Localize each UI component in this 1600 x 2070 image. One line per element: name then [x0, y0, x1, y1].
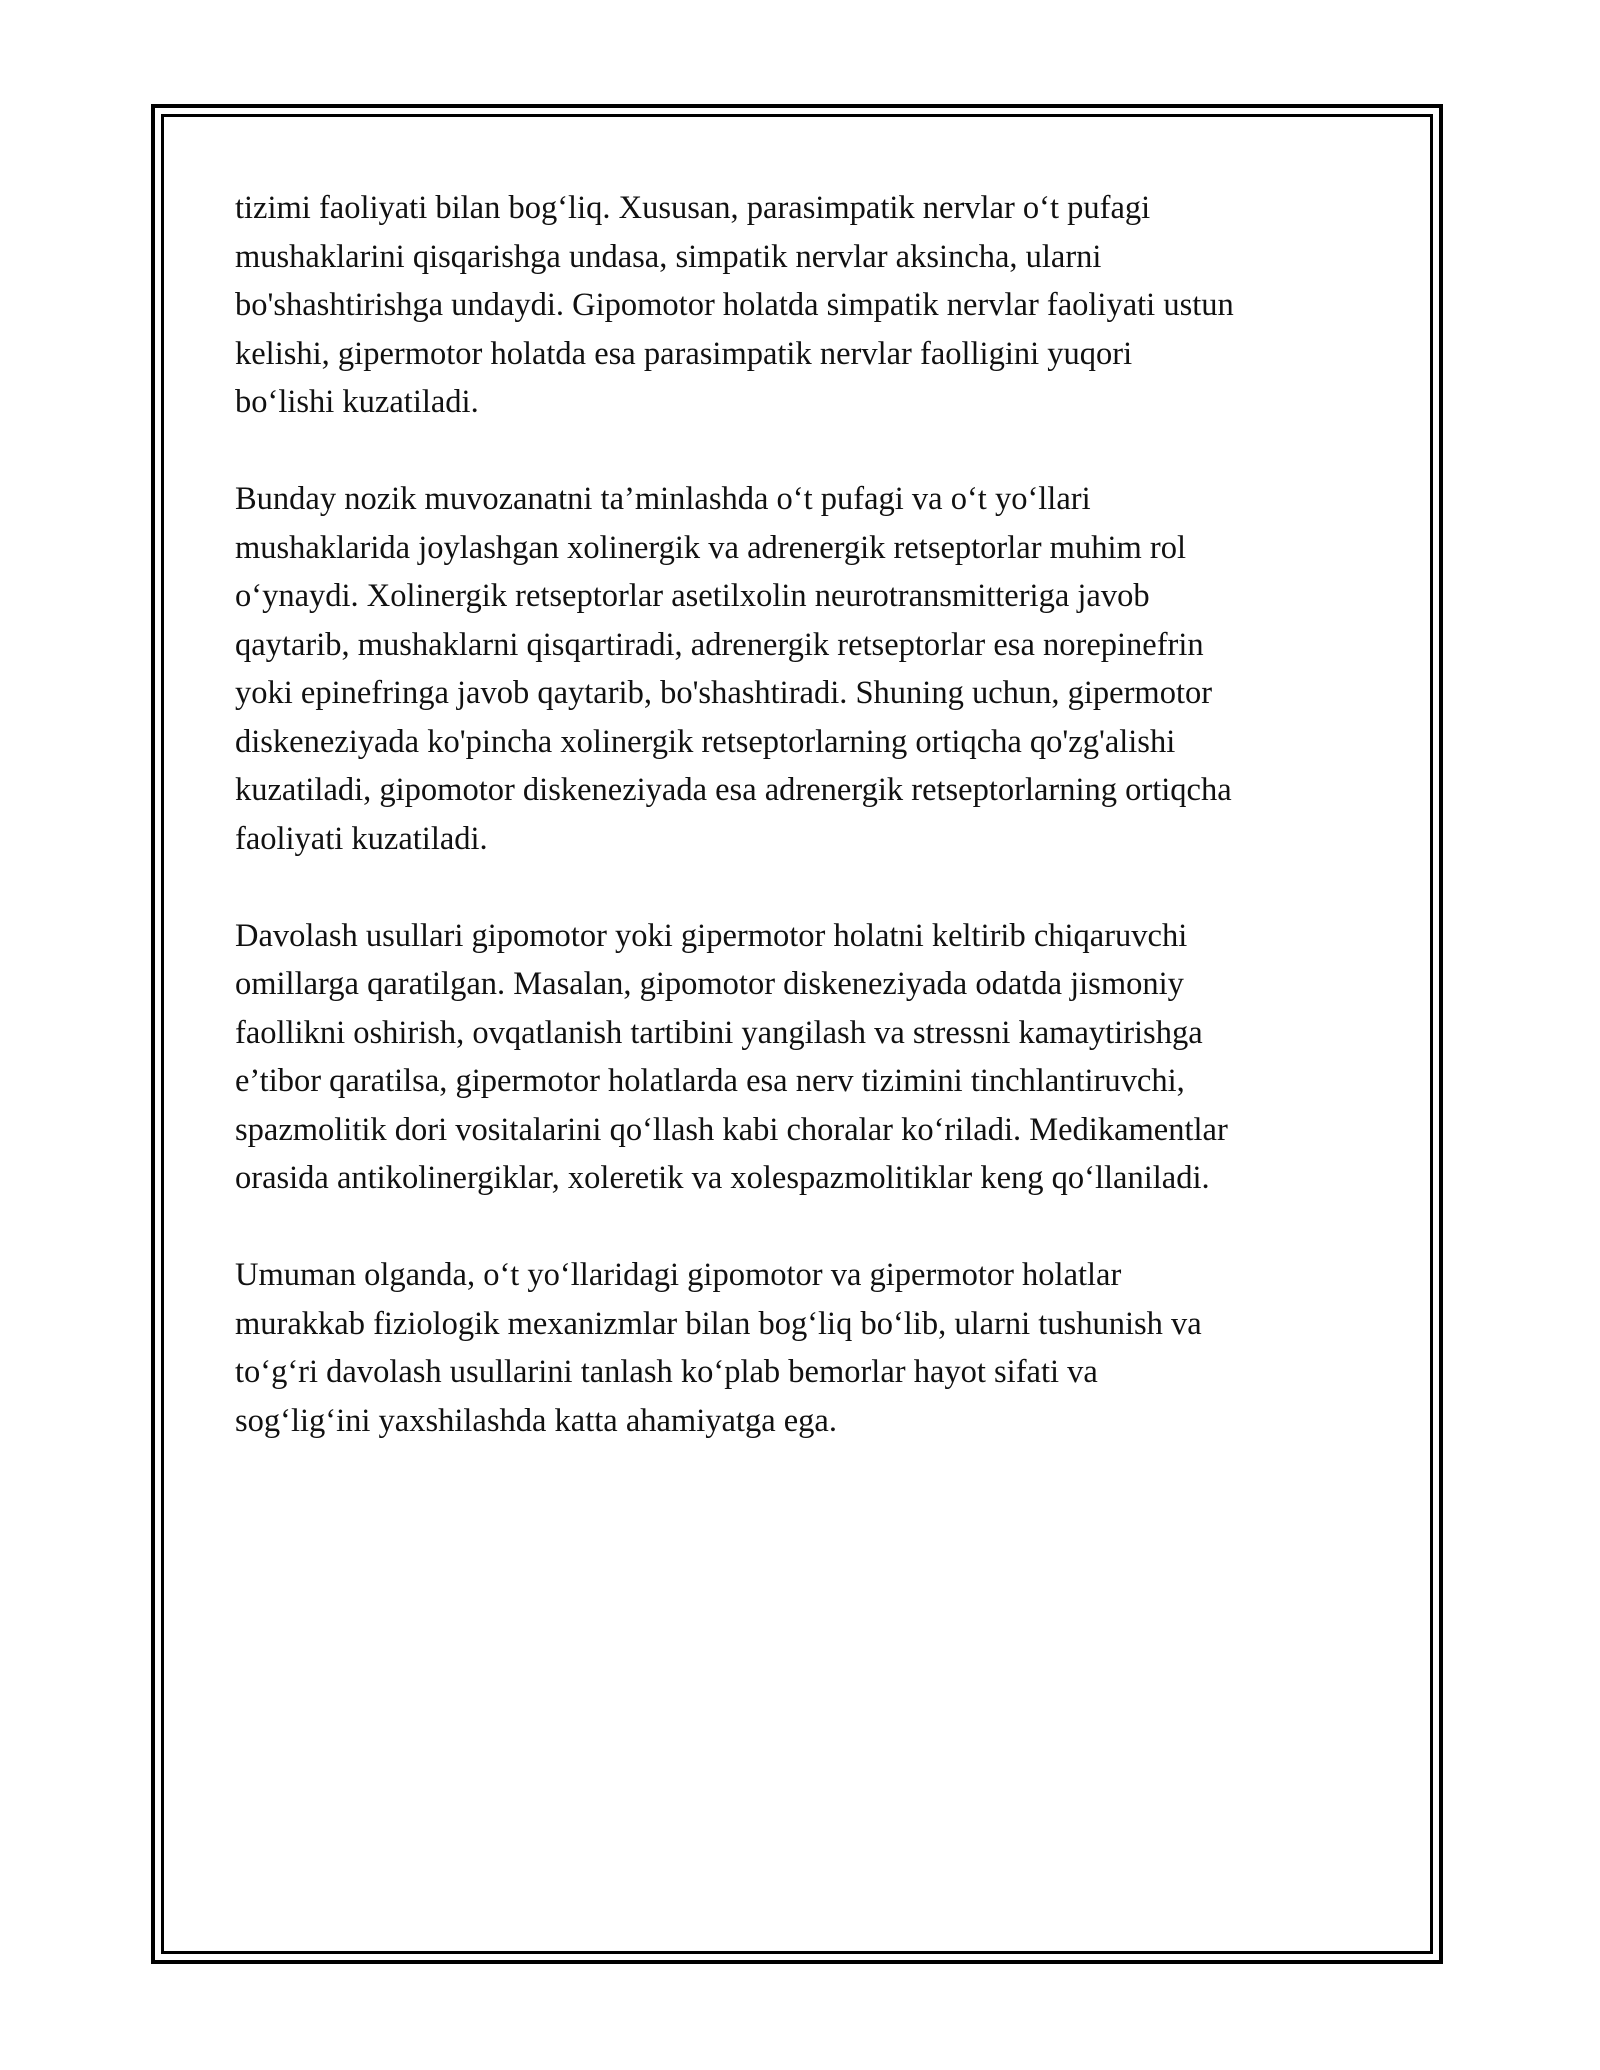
text-line: murakkab fiziologik mexanizmlar bilan bog‘liq bo‘lib, ularni tushunish va: [235, 1305, 1202, 1342]
text-line: Davolash usullari gipomotor yoki gipermotor holatni keltirib chiqaruvchi: [235, 917, 1188, 954]
text-line: mushaklarini qisqarishga undasa, simpatik nervlar aksincha, ularni: [235, 238, 1102, 275]
text-line: mushaklarida joylashgan xolinergik va adrenergik retseptorlar muhim rol: [235, 529, 1186, 566]
paragraph-treatment: [235, 912, 1375, 1203]
text-line: kelishi, gipermotor holatda esa parasimpatik nervlar faolligini yuqori: [235, 335, 1133, 372]
text-line: qaytarib, mushaklarni qisqartiradi, adrenergik retseptorlar esa norepinefrin: [235, 626, 1204, 663]
text-line: omillarga qaratilgan. Masalan, gipomotor diskeneziyada odatda jismoniy: [235, 966, 1184, 1002]
text-line: kuzatiladi, gipomotor diskeneziyada esa adrenergik retseptorlarning ortiqcha: [235, 772, 1232, 808]
text-line: bo'shashtirishga undaydi. Gipomotor holatda simpatik nervlar faoliyati ustun: [235, 287, 1234, 323]
paragraph-receptors: [235, 475, 1375, 863]
body-text: [235, 184, 1375, 1494]
text-line: Bunday nozik muvozanatni ta’minlashda o‘t pufagi va o‘t yo‘llari: [235, 481, 1091, 517]
text-line: faollikni oshirish, ovqatlanish tartibini yangilash va stressni kamaytirishga: [235, 1014, 1203, 1051]
text-line: spazmolitik dori vositalarini qo‘llash kabi choralar ko‘riladi. Medikamentlar: [235, 1111, 1228, 1148]
text-line: sog‘lig‘ini yaxshilashda katta ahamiyatga ega.: [235, 1402, 837, 1439]
text-line: tizimi faoliyati bilan bog‘liq. Xususan, parasimpatik nervlar o‘t pufagi: [235, 190, 1151, 226]
text-line: bo‘lishi kuzatiladi.: [235, 384, 479, 420]
text-line: faoliyati kuzatiladi.: [235, 820, 488, 857]
paragraph-conclusion: [235, 1251, 1375, 1445]
text-line: Umuman olganda, o‘t yo‘llaridagi gipomotor va gipermotor holatlar: [235, 1257, 1122, 1293]
text-line: to‘g‘ri davolash usullarini tanlash ko‘plab bemorlar hayot sifati va: [235, 1354, 1098, 1390]
text-line: diskeneziyada ko'pincha xolinergik retseptorlarning ortiqcha qo'zg'alishi: [235, 723, 1176, 760]
text-line: yoki epinefringa javob qaytarib, bo'shashtiradi. Shuning uchun, gipermotor: [235, 675, 1213, 711]
text-line: o‘ynaydi. Xolinergik retseptorlar asetilxolin neurotransmitteriga javob: [235, 578, 1150, 614]
paragraph-nervous-regulation: [235, 184, 1375, 427]
text-line: e’tibor qaratilsa, gipermotor holatlarda esa nerv tizimini tinchlantiruvchi,: [235, 1063, 1185, 1099]
text-line: orasida antikolinergiklar, xoleretik va xolespazmolitiklar keng qo‘llaniladi.: [235, 1160, 1210, 1196]
